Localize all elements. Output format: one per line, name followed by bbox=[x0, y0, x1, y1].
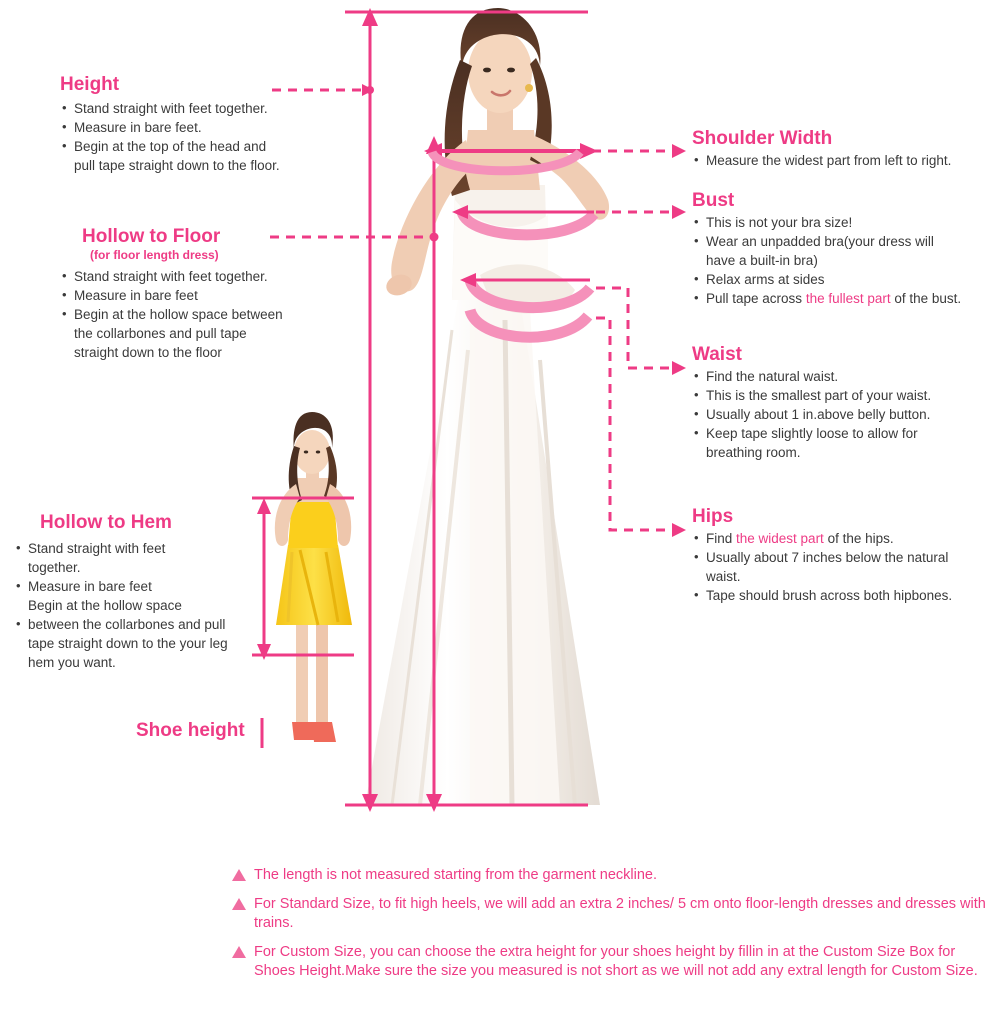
note: straight down to the floor bbox=[74, 345, 222, 360]
footer-note bbox=[232, 943, 992, 981]
note: • Keep tape slightly loose to allow for bbox=[692, 425, 992, 442]
footer-note-text: The length is not measured starting from the garment neckline. bbox=[254, 867, 657, 883]
section-shoe-height-title: Shoe height bbox=[136, 720, 245, 741]
footer-note-text: For Standard Size, to fit high heels, we will add an extra 2 inches/ 5 cm onto floor-length dresses and dresses with trains. bbox=[254, 896, 986, 931]
section-hips bbox=[692, 506, 992, 606]
note: the collarbones and pull tape bbox=[74, 326, 247, 341]
warning-triangle-icon bbox=[232, 946, 246, 958]
note: • Measure in bare feet bbox=[14, 578, 264, 595]
note: • This is not your bra size! bbox=[692, 214, 1000, 231]
section-hollow-to-hem-notes bbox=[14, 540, 264, 671]
short-dress-photo bbox=[275, 412, 352, 742]
note: together. bbox=[28, 560, 81, 575]
note: • Measure in bare feet bbox=[60, 287, 380, 304]
footer-note-text: For Custom Size, you can choose the extra height for your shoes height by fillin in at the Custom Size Box for Shoes Height.Make sure the size you measured is not short as we will not add any extral length for Custom Size. bbox=[254, 944, 978, 979]
note: • Usually about 7 inches below the natural bbox=[692, 549, 992, 566]
note: • Stand straight with feet bbox=[14, 540, 264, 557]
section-shoulder-width-title: Shoulder Width bbox=[692, 128, 833, 149]
bride-photo bbox=[365, 8, 609, 805]
section-hollow-to-floor-title: Hollow to Floor bbox=[82, 226, 221, 247]
note: waist. bbox=[706, 569, 741, 584]
footer-note bbox=[232, 866, 992, 885]
section-hollow-to-floor-subtitle: (for floor length dress) bbox=[90, 248, 219, 262]
section-height bbox=[60, 74, 380, 176]
section-hollow-to-hem-title: Hollow to Hem bbox=[40, 512, 172, 533]
note: • Stand straight with feet together. bbox=[60, 100, 380, 117]
section-bust bbox=[692, 190, 1000, 309]
section-hips-title: Hips bbox=[692, 506, 734, 527]
warning-triangle-icon bbox=[232, 898, 246, 910]
note: hem you want. bbox=[28, 655, 116, 670]
section-bust-notes bbox=[692, 214, 1000, 307]
section-waist-notes bbox=[692, 368, 992, 461]
note: • This is the smallest part of your waist. bbox=[692, 387, 992, 404]
note: • Usually about 1 in.above belly button. bbox=[692, 406, 992, 423]
note: • Begin at the top of the head and bbox=[60, 138, 380, 155]
note-hips-widest: • Find the widest part of the hips. bbox=[692, 530, 992, 547]
note: • between the collarbones and pull bbox=[14, 616, 264, 633]
section-hollow-to-hem bbox=[14, 512, 264, 673]
note-bust-fullest: • Pull tape across the fullest part of the bust. bbox=[692, 290, 1000, 307]
section-shoulder-width-notes bbox=[692, 152, 992, 169]
section-waist-title: Waist bbox=[692, 344, 742, 365]
footer-note bbox=[232, 895, 992, 933]
section-height-title: Height bbox=[60, 74, 120, 95]
note: • Find the natural waist. bbox=[692, 368, 992, 385]
section-shoulder-width bbox=[692, 128, 992, 171]
section-hollow-to-floor bbox=[60, 226, 380, 363]
note: tape straight down to the your leg bbox=[28, 636, 228, 651]
note: have a built-in bra) bbox=[706, 253, 818, 268]
section-height-notes bbox=[60, 100, 380, 174]
section-waist bbox=[692, 344, 992, 463]
note: Begin at the hollow space bbox=[28, 598, 182, 613]
warning-triangle-icon bbox=[232, 869, 246, 881]
section-hollow-to-floor-notes bbox=[60, 268, 380, 361]
note: • Measure the widest part from left to right. bbox=[692, 152, 992, 169]
note: • Tape should brush across both hipbones. bbox=[692, 587, 992, 604]
note: • Measure in bare feet. bbox=[60, 119, 380, 136]
note: • Relax arms at sides bbox=[692, 271, 1000, 288]
footer-notes bbox=[232, 866, 992, 991]
note: pull tape straight down to the floor. bbox=[74, 158, 280, 173]
bust-highlight: the fullest part bbox=[805, 291, 891, 306]
hips-highlight: the widest part bbox=[736, 531, 824, 546]
note: • Wear an unpadded bra(your dress will bbox=[692, 233, 1000, 250]
note: • Stand straight with feet together. bbox=[60, 268, 380, 285]
section-shoe-height bbox=[136, 720, 245, 742]
note: • Begin at the hollow space between bbox=[60, 306, 380, 323]
note: breathing room. bbox=[706, 445, 801, 460]
section-hips-notes bbox=[692, 530, 992, 604]
section-bust-title: Bust bbox=[692, 190, 735, 211]
